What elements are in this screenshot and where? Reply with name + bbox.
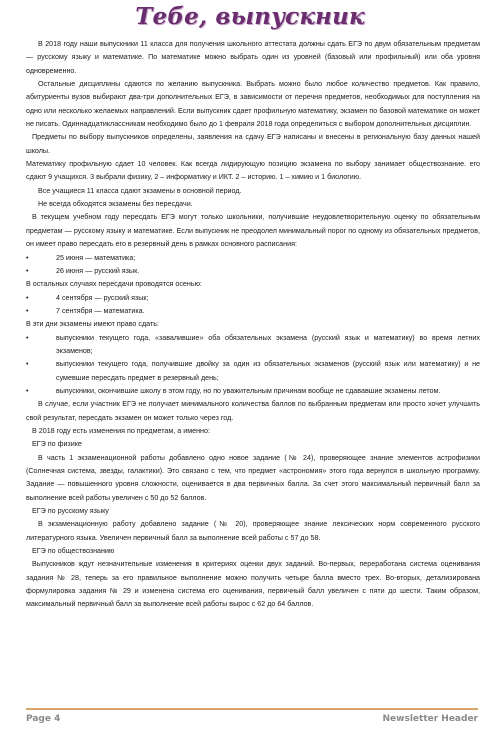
bullet-marker: • [26,266,29,275]
bullet-text: 7 сентября — математика. [56,306,145,315]
paragraph: Предметы по выбору выпускников определены, заявления на сдачу ЕГЭ написаны и внесены в региональную базу данных нашей школы. [26,133,480,155]
paragraph: В 2018 году наши выпускники 11 класса для получения школьного аттестата должны сдать ЕГЭ по двум обязательным предметам — русскому языку и математике. По математике можно выбрать один из уровней (базовый или профильный) или оба уровня одновременно. [26,40,480,75]
bullet-item [26,385,480,398]
bullet-marker: • [26,333,29,342]
bullet-marker: • [26,293,29,302]
paragraph: В эти дни экзамены имеют право сдать: [26,320,159,329]
paragraph: В 2018 году есть изменения по предметам, а именно: [32,426,210,435]
bullet-text: 4 сентября — русский язык; [56,293,149,302]
article-body [26,38,480,612]
footer-divider [26,708,478,710]
paragraph: ЕГЭ по обществознанию [32,547,115,556]
bullet-text: 26 июня — русский язык. [56,266,140,275]
paragraph: В часть 1 экзаменационной работы добавлено одно новое задание (№ 24), проверяющее знание элементов астрофизики (Солнечная система, звезды, галактики). Это связано с тем, что предмет «астрономия» этого года вернулся в школьную программу. Задание — повышенного уровня сложности, оценивается в два первичных балла. За счет этого максимальный первичный балл за выполнение всей работы увеличен с 50 до 52 баллов. [26,453,480,502]
bullet-text: выпускники, окончившие школу в этом году, но по уважительным причинам вообще не сдававшие экзамены летом. [56,386,441,395]
paragraph: ЕГЭ по русскому языку [32,507,109,516]
paragraph: В текущем учебном году пересдать ЕГЭ могут только школьники, получившие неудовлетворительную оценку по обязательным предметам — русскому языку и математике. Если выпускник не преодолел минимальный порог по одному из обязательных предметов, он имеет право пересдать его в резервный день в рамках основного расписания: [26,213,480,249]
bullet-item [26,358,480,385]
paragraph: Все учащиеся 11 класса сдают экзамены в основной период. [38,186,242,195]
bullet-item [26,265,480,278]
paragraph: В остальных случаях пересдачи проводятся осенью: [26,280,202,289]
paragraph: Выпускников ждут незначительные изменения в критериях оценки двух заданий. Во-первых, переработана система оценивания задания № 28, теперь за его правильное выполнение можно получить четыре балла вместо трех. Во-вторых, детализирована формулировка задания № 29 и изменена система его оценивания, первичный балл увеличен с пяти до шести. Таким образом, максимальный первичный балл за выполнение всей работы вырос с 62 до 64 баллов. [26,560,480,609]
bullet-marker: • [26,386,29,395]
paragraph: Остальные дисциплины сдаются по желанию выпускника. Выбрать можно было любое количество предметов. Как правило, абитуриенты вузов выбирают два-три дополнительных ЕГЭ, в зависимости от перечня предметов, необходимых для поступления на одно или несколько желаемых направлений. Если выпускник сдает профильную математику, экзамен по базовой математике он может не писать. Одиннадцатиклассникам необходимо было до 1 февраля 2018 года определиться с выбором дополнительных дисциплин. [26,80,480,129]
paragraph: Математику профильную сдает 10 человек. Как всегда лидирующую позицию экзамена по выбору занимает обществознание. его сдают 9 учащихся. 3 выбрали физику, 2 – информатику и ИКТ. 2 – историю. 1 – химию и 1 биологию. [26,160,480,182]
bullet-text: выпускники текущего года, «завалившие» оба обязательных экзамена (русский язык и математику) во время летних экзаменов; [56,333,480,355]
bullet-marker: • [26,306,29,315]
bullet-text: выпускники текущего года, получившие двойку за один из обязательных экзаменов (русский язык или математику) и не сумевшие пересдать предмет в резервный день; [56,360,480,382]
newsletter-header-label: Newsletter Header [382,714,478,724]
bullet-item [26,292,480,305]
paragraph: В экзаменационную работу добавлено задание (№ 20), проверяющее знание лексических норм современного русского литературного языка. Увеличен первичный балл за выполнение всей работы с 57 до 58. [26,520,480,542]
bullet-marker: • [26,253,29,262]
bullet-marker: • [26,360,29,369]
bullet-item [26,252,480,265]
bullet-item [26,332,480,359]
page-title: Тебе, выпускник [135,3,365,30]
bullet-item [26,305,480,318]
bullet-text: 25 июня — математика; [56,253,136,262]
page-number: Page 4 [26,714,61,724]
paragraph: В случае, если участник ЕГЭ не получает минимального количества баллов по выбранным предметам или просто хочет улучшить свой результат, пересдать экзамен он может только через год. [26,400,480,422]
paragraph: ЕГЭ по физике [32,440,82,449]
paragraph: Не всегда обходятся экзамены без пересдачи. [38,200,193,209]
